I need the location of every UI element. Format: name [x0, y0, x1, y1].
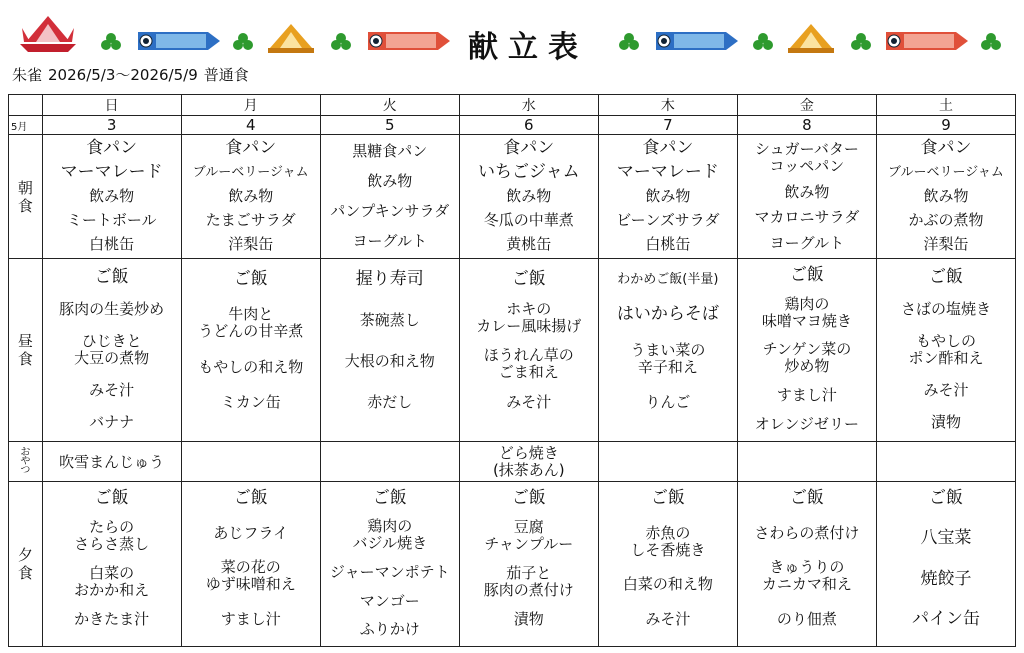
menu-item: うまい菜の 辛子和え	[630, 340, 706, 376]
menu-item: 飲み物	[506, 186, 552, 205]
dinner-cell	[876, 482, 1015, 647]
menu-item: のり佃煮	[776, 609, 837, 628]
menu-item: 大根の和え物	[344, 352, 435, 370]
koinobori-red-icon	[366, 28, 452, 54]
menu-item: 赤魚の しそ香焼き	[630, 523, 706, 559]
date-header: 6	[459, 116, 598, 135]
breakfast-row	[9, 135, 1016, 259]
snack-cell: 吹雪まんじゅう	[42, 442, 181, 482]
date-row	[9, 116, 1016, 135]
menu-item: たらの さらさ蒸し	[74, 518, 150, 553]
koinobori-blue-icon	[654, 28, 740, 54]
menu-item: みそ汁	[923, 381, 969, 400]
lunch-cell	[459, 259, 598, 442]
menu-item: ご飯	[511, 488, 546, 508]
snack-cell	[320, 442, 459, 482]
weekday-header: 金	[737, 95, 876, 116]
menu-item: ブルーベリージャム	[192, 165, 309, 181]
lunch-cell	[598, 259, 737, 442]
date-header: 8	[737, 116, 876, 135]
menu-item: 食パン	[920, 138, 972, 159]
koinobori-red-icon	[884, 28, 970, 54]
lunch-row	[9, 259, 1016, 442]
clover-icon	[618, 32, 640, 54]
breakfast-cell	[737, 135, 876, 259]
menu-item: ふりかけ	[359, 620, 420, 639]
menu-item: ご飯	[789, 488, 824, 508]
menu-item: かぶの煮物	[908, 210, 984, 229]
menu-item: 茶碗蒸し	[359, 311, 420, 329]
dinner-cell	[42, 482, 181, 647]
snack-cell	[459, 442, 598, 482]
menu-item: たまごサラダ	[205, 210, 296, 229]
menu-item: さわらの煮付け	[754, 523, 860, 542]
menu-item: 黄桃缶	[506, 234, 552, 253]
menu-item: みそ汁	[645, 609, 691, 628]
clover-icon	[850, 32, 872, 54]
menu-item: 食パン	[642, 138, 694, 159]
menu-item: さばの塩焼き	[900, 299, 991, 318]
menu-item: 豚肉の生姜炒め	[59, 299, 165, 318]
weekday-header: 土	[876, 95, 1015, 116]
menu-item: 飲み物	[367, 172, 413, 191]
clover-icon	[980, 32, 1002, 54]
lunch-cell	[181, 259, 320, 442]
month-label: 5月	[9, 116, 43, 135]
menu-item: ご飯	[94, 266, 129, 287]
menu-item: ビーンズサラダ	[616, 210, 720, 229]
weekday-header: 月	[181, 95, 320, 116]
menu-item: いちごジャム	[477, 162, 580, 183]
menu-item: マカロニサラダ	[754, 208, 860, 227]
menu-item: チンゲン菜の 炒め物	[762, 340, 852, 376]
menu-item: 飲み物	[645, 186, 691, 205]
menu-item: マーマレード	[60, 162, 163, 183]
menu-table	[8, 94, 1016, 647]
menu-item: わかめご飯(半量)	[617, 272, 719, 287]
snack-cell	[876, 442, 1015, 482]
dinner-row	[9, 482, 1016, 647]
menu-item: 漬物	[930, 413, 961, 432]
date-header: 4	[181, 116, 320, 135]
menu-item: 豆腐 チャンプルー	[484, 518, 574, 553]
menu-item: すまし汁	[776, 386, 837, 405]
facility-name: 朱雀	[12, 66, 43, 84]
menu-item: ご飯	[233, 269, 268, 289]
menu-item: 白桃缶	[89, 234, 135, 253]
lunch-cell	[876, 259, 1015, 442]
menu-item: 食パン	[225, 138, 277, 159]
menu-item: 洋梨缶	[923, 234, 969, 253]
menu-item: ご飯	[233, 488, 268, 508]
menu-item: すまし汁	[220, 609, 281, 628]
weekday-row	[9, 95, 1016, 116]
menu-item: きゅうりの カニカマ和え	[761, 558, 852, 594]
menu-item: もやしの ポン酢和え	[908, 331, 984, 367]
menu-item: ご飯	[94, 488, 129, 508]
menu-item: 白菜の おかか和え	[74, 564, 150, 599]
menu-item: 牛肉と うどんの甘辛煮	[198, 305, 304, 341]
menu-item: 食パン	[86, 138, 138, 159]
menu-item: ほうれん草の ごま和え	[483, 346, 574, 382]
snack-cell	[737, 442, 876, 482]
menu-item: はいからそば	[616, 304, 719, 325]
menu-item: ミカン缶	[220, 392, 281, 411]
date-header: 9	[876, 116, 1015, 135]
menu-item: ご飯	[928, 266, 963, 287]
dinner-cell	[598, 482, 737, 647]
menu-item: 八宝菜	[920, 528, 972, 549]
lunch-cell	[320, 259, 459, 442]
menu-item: ご飯	[511, 269, 546, 289]
menu-item: 茄子と 豚肉の煮付け	[483, 564, 574, 599]
menu-item: ご飯	[789, 264, 824, 285]
weekday-header: 火	[320, 95, 459, 116]
menu-item: オレンジゼリー	[754, 415, 860, 434]
header	[0, 0, 1024, 65]
kabuto-gold-icon	[786, 22, 836, 54]
dinner-cell	[459, 482, 598, 647]
menu-item: みそ汁	[506, 392, 552, 411]
snack-cell	[598, 442, 737, 482]
menu-item: ホキの カレー風味揚げ	[476, 299, 582, 335]
lunch-label: 昼 食	[9, 259, 43, 442]
menu-item: 握り寿司	[355, 269, 424, 289]
menu-item: 鶏肉の バジル焼き	[352, 517, 428, 553]
menu-item: 冬瓜の中華煮	[483, 210, 574, 229]
dinner-cell	[737, 482, 876, 647]
menu-item: 黒糖食パン	[352, 142, 428, 161]
date-header: 7	[598, 116, 737, 135]
kabuto-gold-icon	[266, 22, 316, 54]
menu-item: ご飯	[650, 488, 685, 508]
menu-item: バナナ	[89, 413, 135, 432]
snack-label: お や つ	[9, 442, 43, 482]
menu-item: かきたま汁	[74, 610, 150, 628]
breakfast-cell	[42, 135, 181, 259]
menu-item: ご飯	[372, 487, 407, 508]
menu-item: 飲み物	[228, 186, 274, 205]
menu-item: 漬物	[513, 610, 544, 628]
menu-item: 白菜の和え物	[622, 575, 713, 594]
menu-item: 白桃缶	[645, 234, 691, 253]
menu-item: みそ汁	[89, 381, 135, 400]
menu-item: 飲み物	[923, 186, 969, 205]
menu-item: 飲み物	[89, 186, 135, 205]
menu-item: ブルーベリージャム	[887, 165, 1004, 181]
menu-item: ヨーグルト	[352, 231, 428, 250]
clover-icon	[232, 32, 254, 54]
diet-type: 普通食	[203, 66, 249, 84]
menu-item: 飲み物	[784, 182, 830, 201]
subtitle	[12, 64, 255, 85]
weekday-header: 日	[42, 95, 181, 116]
menu-item: もやしの和え物	[198, 357, 304, 376]
kabuto-icon	[18, 14, 78, 54]
breakfast-cell	[320, 135, 459, 259]
menu-item: ミートボール	[66, 210, 157, 229]
menu-item: 食パン	[503, 138, 555, 159]
breakfast-cell	[459, 135, 598, 259]
menu-item: 鶏肉の 味噌マヨ焼き	[761, 294, 852, 330]
clover-icon	[100, 32, 122, 54]
dinner-cell	[320, 482, 459, 647]
dinner-label: 夕 食	[9, 482, 43, 647]
date-header: 5	[320, 116, 459, 135]
clover-icon	[752, 32, 774, 54]
menu-item: どら焼き (抹茶あん)	[492, 443, 565, 479]
page-title: 献立表	[468, 30, 588, 65]
menu-item: マンゴー	[359, 591, 420, 610]
menu-item: マーマレード	[616, 162, 719, 183]
weekday-header: 水	[459, 95, 598, 116]
menu-item: 菜の花の ゆず味噌和え	[205, 558, 296, 594]
menu-item: ひじきと 大豆の煮物	[74, 331, 150, 367]
dinner-cell	[181, 482, 320, 647]
breakfast-cell	[181, 135, 320, 259]
snack-row	[9, 442, 1016, 482]
lunch-cell	[42, 259, 181, 442]
menu-item: ご飯	[928, 488, 963, 508]
clover-icon	[330, 32, 352, 54]
breakfast-cell	[598, 135, 737, 259]
weekday-header: 木	[598, 95, 737, 116]
breakfast-label: 朝 食	[9, 135, 43, 259]
snack-cell	[181, 442, 320, 482]
menu-item: 洋梨缶	[228, 234, 274, 253]
menu-item: シュガーバター コッペパン	[754, 140, 859, 176]
koinobori-blue-icon	[136, 28, 222, 54]
menu-item: パイン缶	[911, 608, 980, 629]
period: 2026/5/3～2026/5/9	[48, 66, 198, 84]
date-header: 3	[42, 116, 181, 135]
menu-item: 赤だし	[367, 393, 413, 411]
menu-item: あじフライ	[213, 523, 288, 542]
menu-item: ジャーマンポテト	[329, 562, 450, 581]
breakfast-cell	[876, 135, 1015, 259]
menu-item: ヨーグルト	[769, 233, 845, 252]
lunch-cell	[737, 259, 876, 442]
menu-item: パンプキンサラダ	[330, 201, 450, 220]
menu-item: 焼餃子	[920, 568, 972, 589]
menu-item: りんご	[645, 392, 691, 411]
corner-cell	[9, 95, 43, 116]
